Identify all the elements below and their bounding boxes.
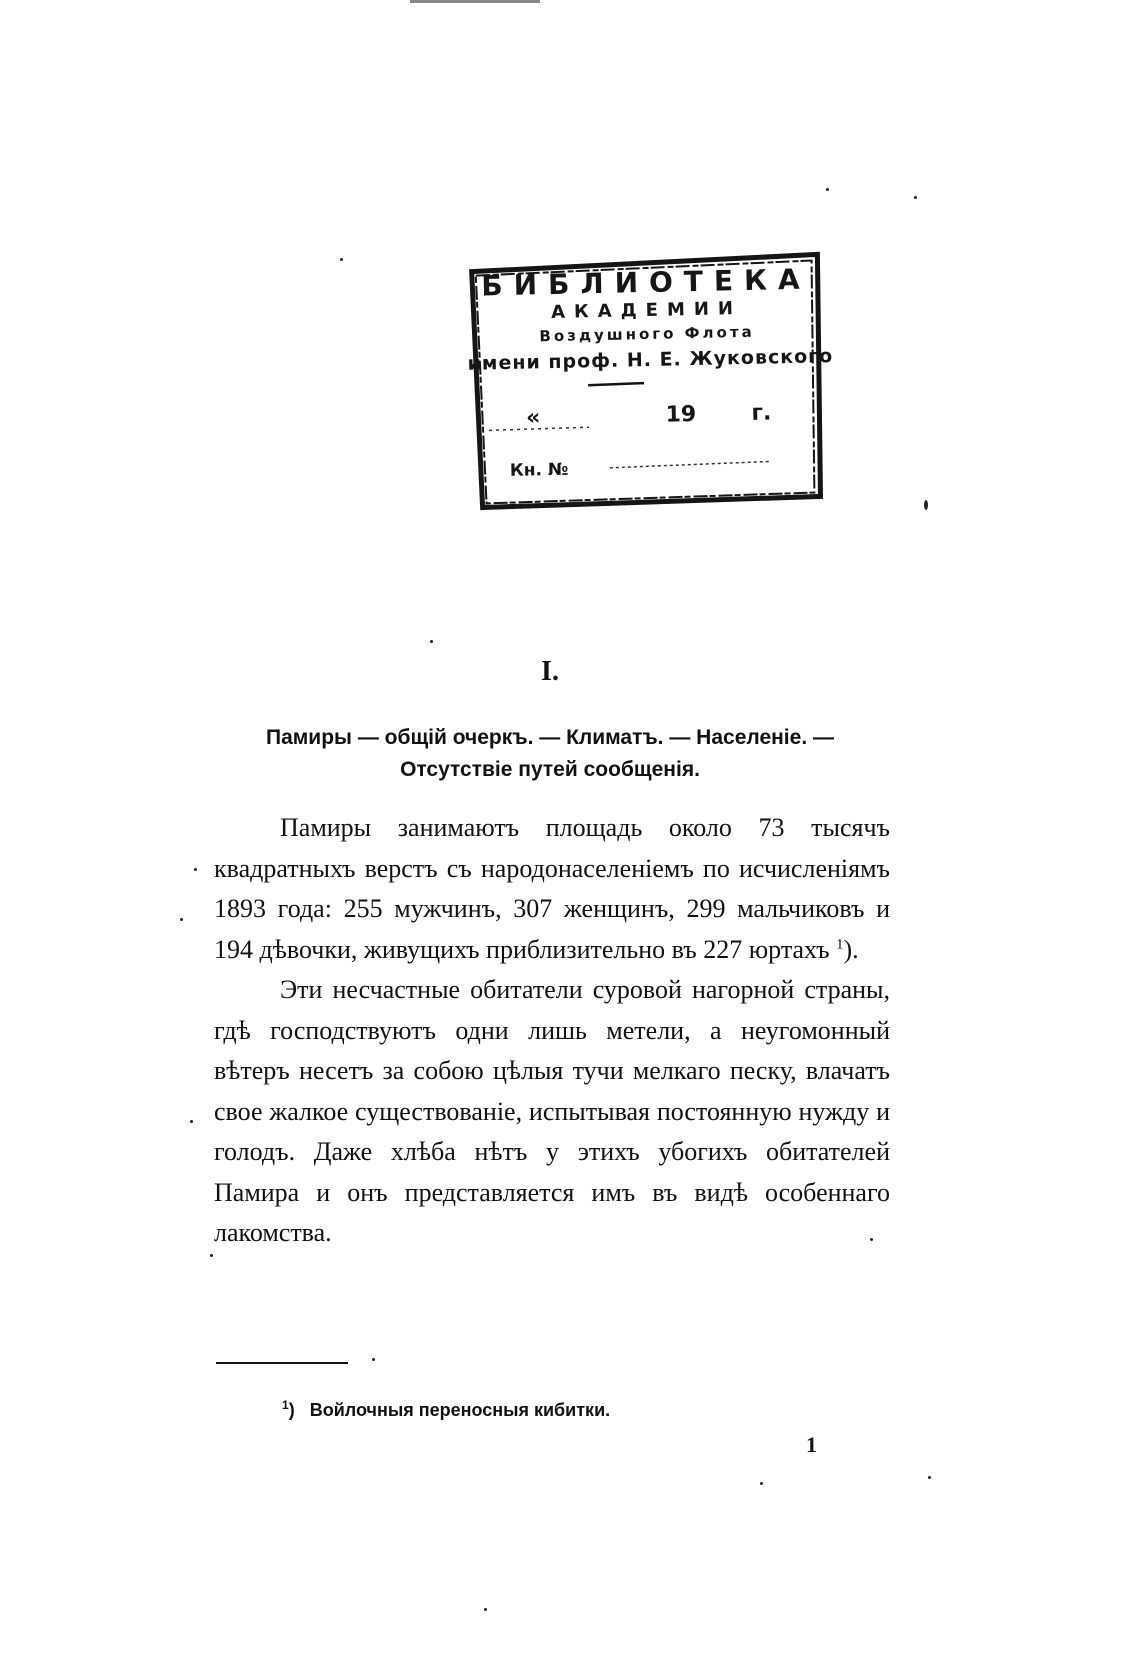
library-stamp xyxy=(465,248,834,511)
footnote-rule xyxy=(216,1362,348,1364)
scan-speck xyxy=(914,196,917,199)
footnote-reference: 1 xyxy=(836,935,844,952)
stamp-line-academy: АКАДЕМИИ xyxy=(550,298,743,324)
paragraph-1-end: ). xyxy=(843,934,859,964)
stamp-date-year: 19 xyxy=(665,402,697,428)
footnote xyxy=(282,1398,902,1421)
scan-speck xyxy=(372,1358,375,1361)
scan-speck xyxy=(928,1476,931,1479)
stamp-date-suffix: г. xyxy=(751,400,772,426)
chapter-title-line-1: Памиры — общiй очеркъ. — Климатъ. — Населенiе. — xyxy=(266,726,834,749)
page-number: 1 xyxy=(806,1432,817,1457)
body-text xyxy=(214,808,890,1254)
scan-speck xyxy=(340,258,343,261)
stamp-underline xyxy=(588,383,644,385)
scan-speck xyxy=(210,1254,213,1257)
stamp-date-open: « xyxy=(525,405,541,431)
scan-speck xyxy=(430,640,433,643)
stamp-line-library: БИБЛИОТЕКА xyxy=(480,262,811,303)
footnote-mark: 1 xyxy=(282,1398,289,1412)
scan-speck xyxy=(180,918,183,921)
footnote-bracket: ) xyxy=(288,1400,295,1420)
scan-speck xyxy=(826,188,829,191)
stamp-line-book-number: Кн. № xyxy=(509,459,569,481)
footnote-text: Войлочныя переносныя кибитки. xyxy=(309,1400,611,1420)
chapter-title xyxy=(210,722,890,786)
paragraph-1-text: Памиры занимаютъ площадь около 73 тысячъ квадратныхъ верстъ съ народонаселенiемъ по исчисленiямъ 1893 года: 255 мужчинъ, 307 женщинъ, 299 мальчиковъ и 194 дѣвочки, живущихъ приблизительно въ 227 юртахъ xyxy=(214,813,890,964)
paragraph-1 xyxy=(214,808,890,970)
scan-speck xyxy=(924,500,928,510)
paragraph-2: Эти несчастные обитатели суровой нагорной страны, гдѣ господствуютъ одни лишь метели, а неугомонный вѣтеръ несетъ за собою цѣлыя тучи мелкаго песку, влачатъ свое жалкое существованiе, испытывая постоянную нужду и голодъ. Даже хлѣба нѣтъ у этихъ убогихъ обитателей Памира и онъ представляется имъ въ видѣ особеннаго лакомства. xyxy=(214,975,890,1247)
scan-speck xyxy=(484,1608,487,1611)
scan-speck xyxy=(194,868,197,871)
scan-edge-mark xyxy=(410,0,540,3)
stamp-line-name: имени проф. Н. Е. Жуковского xyxy=(467,345,834,375)
chapter-number: I. xyxy=(541,656,559,687)
stamp-line-air-fleet: Воздушного Флота xyxy=(539,322,755,346)
scan-speck xyxy=(870,1238,873,1241)
scan-speck xyxy=(190,1120,193,1123)
chapter-title-line-2: Отсутствiе путей сообщенiя. xyxy=(400,758,700,781)
scan-speck xyxy=(760,1482,763,1485)
